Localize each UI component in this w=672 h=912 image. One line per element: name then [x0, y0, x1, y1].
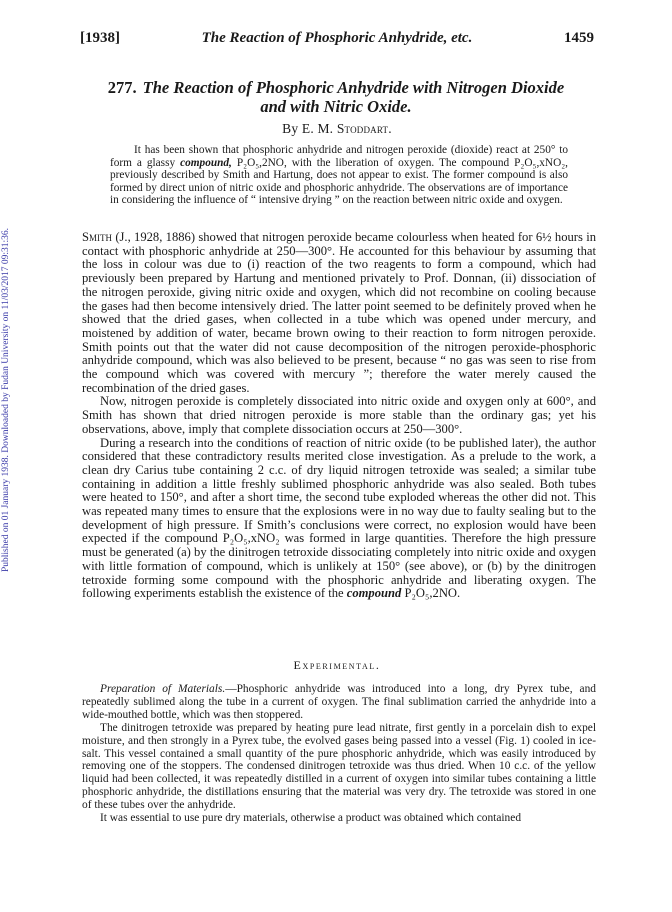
experimental-paragraph-1 — [82, 683, 596, 722]
page-number: 1459 — [564, 30, 594, 46]
abstract-text-a: It has been shown that phosphoric anhydride and nitrogen peroxide (dioxide) react at 250° to form a glassy — [110, 144, 568, 169]
body-paragraph-3-text-a: During a research into the conditions of reaction of nitric oxide (to be published later), the author considered that these contradictory results merited close investigation. As a prelude to the work, a clean dry Carius tube containing 2 c.c. of dry liquid nitrogen tetroxide was sealed; a similar tube containing in addition a little freshly sublimed phosphoric anhydride was also sealed. Both tubes were heated to 150°, and after a short time, the second tube exploded whereas the other did not. This was repeated many times to ensure that the explosions were in no way due to faulty sealing but to the development of high pressure. If Smith’s conclusions were correct, no explosion would have been expected if the compound P₂O₅,xNO₂ was formed in large quantities. Therefore the high pressure must be generated (a) by the dinitrogen tetroxide dissociating completely into nitric oxide and oxygen with little formation of compound, which is unlikely at 150° (see above), or (b) by the dinitrogen tetroxide forming some compound with the phosphoric anhydride and liberating oxygen. The following experiments establish the existence of the — [82, 435, 596, 601]
body-paragraph-1-text: (J., 1928, 1886) showed that nitrogen peroxide became colourless when heated for 6½ hours in contact with phosphoric anhydride at 250—300°. He accounted for this behaviour by assuming that the loss in colour was due to (i) reaction of the two reagents to form a compound, which had previously been prepared by Hartung and mentioned privately to Prof. Donnan, (ii) dissociation of the nitrogen peroxide, giving nitric oxide and oxygen, which did not recombine on cooling because the gases had then become intensively dried. The latter point seemed to be definitely proved when he showed that the dried gases, when collected in a tube which was opened under mercury, and moistened by addition of water, became brown owing to their reaction to form nitrogen peroxide. Smith points out that the water did not cause decomposition of the nitrogen peroxide-phosphoric anhydride compound, which was also believed to be present, because “ no gas was seen to rise from the compound which was covered with mercury ”; therefore the water merely caused the recombination of the dried gases. — [82, 230, 596, 395]
abstract-paragraph — [110, 144, 568, 207]
body-text — [82, 231, 596, 601]
body-paragraph-2: Now, nitrogen peroxide is completely dissociated into nitric oxide and oxygen only at 600°, and Smith has shown that dried nitrogen peroxide is more stable than the ordinary gas; yet his observations, above, imply that complete dissociation occurs at 250—300°. — [82, 394, 596, 436]
title-line-1: The Reaction of Phosphoric Anhydride with Nitrogen Dioxide — [142, 78, 565, 97]
author-name: Stoddart. — [336, 121, 392, 136]
running-title: The Reaction of Phosphoric Anhydride, etc. — [201, 30, 473, 46]
experimental-paragraph-1-text: —Phosphoric anhydride was introduced into a long, dry Pyrex tube, and repeatedly sublimed along the tube in a current of oxygen. The final sublimation carried the anhydride into a wide-mouthed bottle, which was then stoppered. — [82, 683, 596, 721]
body-paragraph-1 — [82, 231, 596, 395]
abstract-text-b: P₂O₅,2NO, with the liberation of oxygen. The compound P₂O₅,xNO₂, previously described by Smith and Hartung, does not appear to exist. The former compound is also formed by direct union of nitric oxide and phosphoric anhydride. The observations are of importance in considering the influence of “ intensive drying ” on the reaction between nitric oxide and oxygen. — [110, 156, 568, 207]
article-title — [86, 78, 586, 116]
author-byline — [80, 121, 594, 137]
section-heading-experimental: Experimental. — [293, 658, 381, 672]
body-paragraph-3 — [82, 437, 596, 601]
publication-side-note: Published on 01 January 1938. Downloaded by Fudan University on 11/03/2017 09:31:36. — [1, 228, 11, 572]
experimental-paragraph-2: The dinitrogen tetroxide was prepared by heating pure lead nitrate, first gently in a porcelain dish to expel moisture, and then strongly in a Pyrex tube, the evolved gases being passed into a vessel (Fig. 1) cooled in ice-salt. This vessel contained a small quantity of the pure phosphoric anhydride, which was easily introduced by removing one of the stoppers. The condensed dinitrogen tetroxide was thus dried. When 10 c.c. of the yellow liquid had been collected, it was repeatedly distilled in a current of oxygen into similar tubes containing a little phosphoric anhydride, the distillations ensuring that the material was very dry. The tetroxide was stored in one of these tubes over the anhydride. — [82, 721, 596, 812]
experimental-paragraph-3: It was essential to use pure dry materials, otherwise a product was obtained which contained — [100, 812, 522, 825]
body-paragraph-3-text-b: P₂O₅,2NO. — [401, 586, 461, 601]
running-head — [80, 30, 594, 50]
title-line-2: and with Nitric Oxide. — [260, 97, 412, 116]
journal-year: [1938] — [80, 30, 120, 46]
experimental-section — [82, 683, 596, 825]
byline-prefix: By E. M. — [282, 121, 337, 136]
article-number: 277. — [107, 78, 137, 97]
abstract-compound: compound, — [180, 156, 232, 169]
subsection-label: Preparation of Materials. — [100, 683, 226, 695]
abstract — [110, 144, 568, 207]
body-compound: compound — [346, 586, 402, 601]
author-ref-smith: Smith — [82, 230, 113, 244]
